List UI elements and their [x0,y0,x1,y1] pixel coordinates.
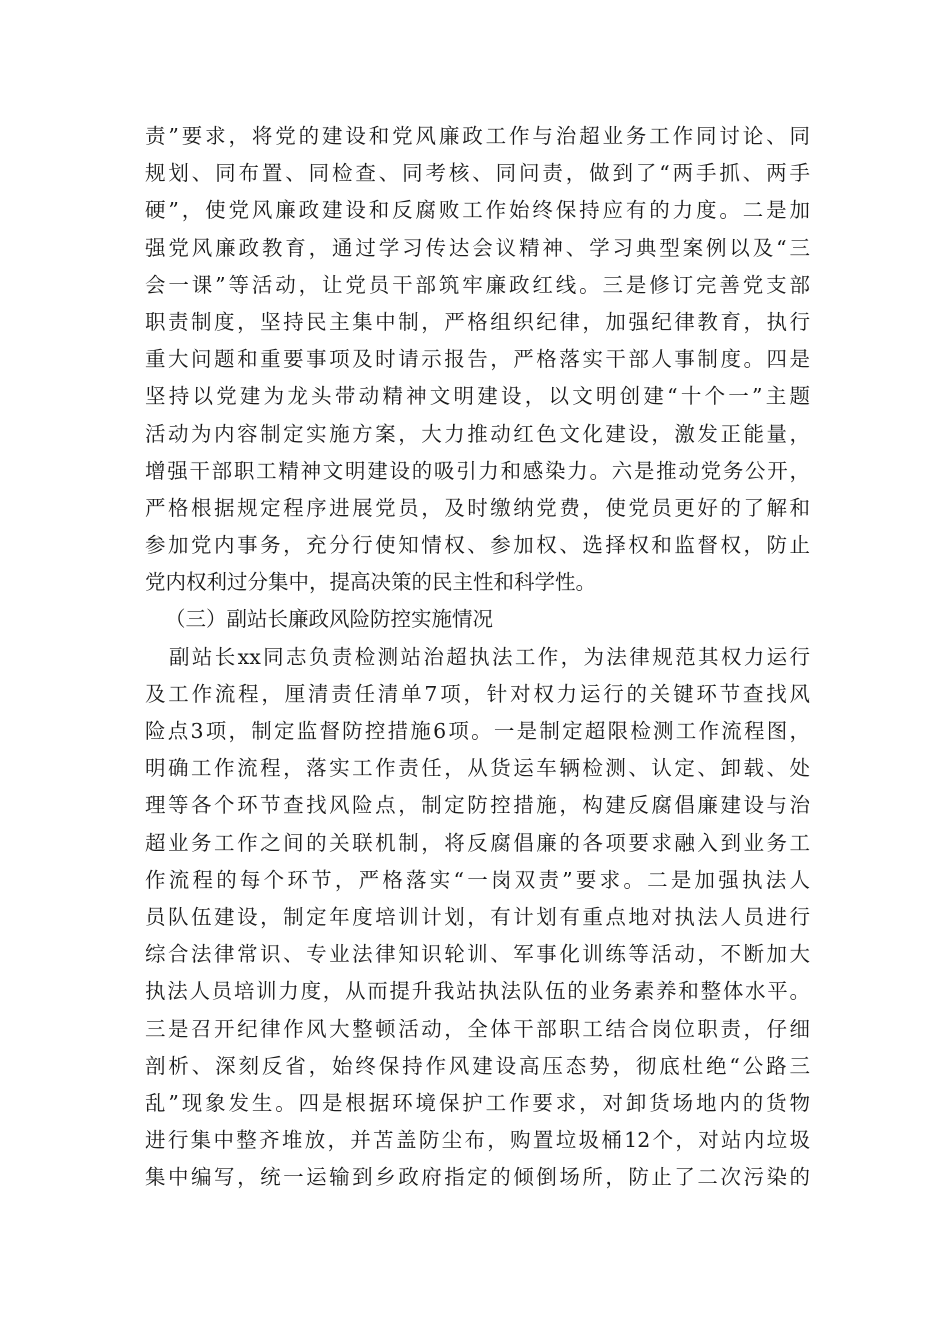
text-line: 硬”，使党风廉政建设和反腐败工作始终保持应有的力度。二是加 [145,198,810,223]
text-line: 作流程的每个环节，严格落实“一岗双责”要求。二是加强执法人 [145,867,810,892]
text-line: 执法人员培训力度，从而提升我站执法队伍的业务素养和整体水平。 [145,979,810,1004]
text-line: 综合法律常识、专业法律知识轮训、军事化训练等活动，不断加大 [145,942,810,967]
section-heading: （三）副站长廉政风险防控实施情况 [165,607,493,632]
text-line: 严格根据规定程序进展党员，及时缴纳党费，使党员更好的了解和 [145,495,810,520]
text-line: 责”要求，将党的建设和党风廉政工作与治超业务工作同讨论、同 [145,124,810,148]
text-line: 超业务工作之间的关联机制，将反腐倡廉的各项要求融入到业务工 [145,830,810,855]
text-line: 进行集中整齐堆放，并苫盖防尘布，购置垃圾桶12个，对站内垃圾 [145,1128,810,1153]
text-line: 会一课”等活动，让党员干部筑牢廉政红线。三是修订完善党支部 [145,272,810,297]
text-line: 增强干部职工精神文明建设的吸引力和感染力。六是推动党务公开， [145,458,810,483]
text-line: 副站长xx同志负责检测站治超执法工作，为法律规范其权力运行 [169,644,810,669]
body-text [145,118,810,1196]
text-line: 强党风廉政教育，通过学习传达会议精神、学习典型案例以及“三 [145,235,810,260]
text-line: 三是召开纪律作风大整顿活动，全体干部职工结合岗位职责，仔细 [145,1016,810,1041]
text-line: 活动为内容制定实施方案，大力推动红色文化建设，激发正能量， [145,421,810,446]
text-line: 险点3项，制定监督防控措施6项。一是制定超限检测工作流程图， [145,719,810,743]
text-line: 重大问题和重要事项及时请示报告，严格落实干部人事制度。四是 [145,347,810,372]
text-line: 明确工作流程，落实工作责任，从货运车辆检测、认定、卸载、处 [145,756,810,781]
text-line: 乱”现象发生。四是根据环境保护工作要求，对卸货场地内的货物 [145,1090,810,1115]
text-line: 党内权利过分集中，提高决策的民主性和科学性。 [145,570,596,595]
text-line: 理等各个环节查找风险点，制定防控措施，构建反腐倡廉建设与治 [145,793,810,818]
text-line: 集中编写，统一运输到乡政府指定的倾倒场所，防止了二次污染的 [145,1165,810,1190]
text-line: 坚持以党建为龙头带动精神文明建设，以文明创建“十个一”主题 [145,384,810,409]
text-line: 参加党内事务，充分行使知情权、参加权、选择权和监督权，防止 [145,533,810,558]
text-line: 及工作流程，厘清责任清单7项，针对权力运行的关键环节查找风 [145,681,810,706]
text-line: 规划、同布置、同检查、同考核、同问责，做到了“两手抓、两手 [145,161,810,186]
text-line: 员队伍建设，制定年度培训计划，有计划有重点地对执法人员进行 [145,904,810,929]
text-line: 剖析、深刻反省，始终保持作风建设高压态势，彻底杜绝“公路三 [145,1053,810,1078]
text-line: 职责制度，坚持民主集中制，严格组织纪律，加强纪律教育，执行 [145,309,810,334]
